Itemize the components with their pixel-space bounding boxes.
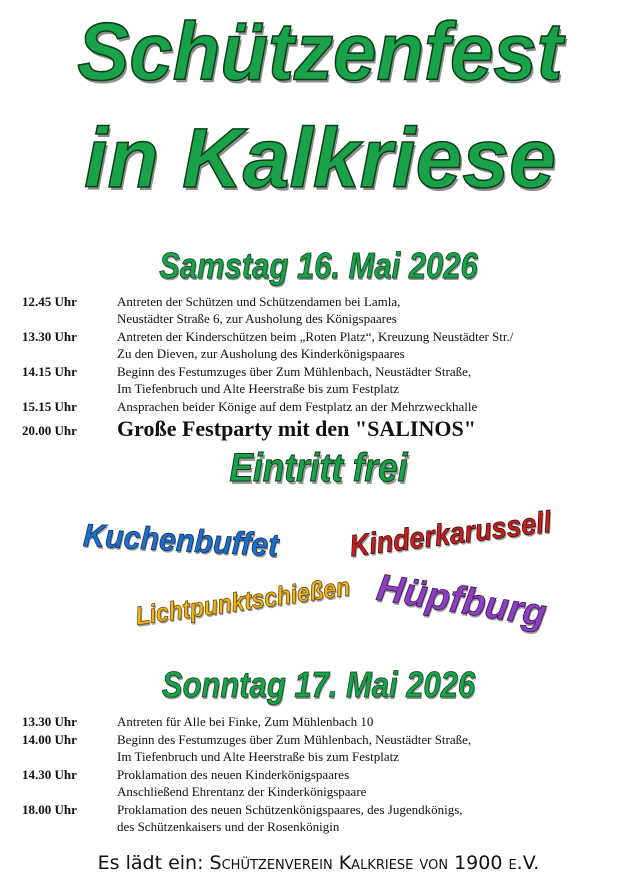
schedule-row: [22, 731, 622, 765]
schedule-row: [22, 713, 622, 730]
sunday-schedule: [22, 713, 622, 836]
schedule-time: 13.30 Uhr: [22, 714, 77, 729]
saturday-schedule: [22, 293, 622, 443]
schedule-time: 14.30 Uhr: [22, 767, 77, 782]
saturday-heading: Samstag 16. Mai 2026: [159, 245, 478, 286]
schedule-row: [22, 293, 622, 327]
schedule-time: 18.00 Uhr: [22, 802, 77, 817]
club-name: Schützenverein Kalkriese von 1900 e.V.: [209, 852, 540, 874]
schedule-row: [22, 398, 622, 415]
schedule-description: Proklamation des neuen Schützenkönigspaares, des Jugendkönigs, des Schützenkaisers und der Rosenkönigin: [117, 802, 463, 834]
schedule-row-party: [22, 416, 622, 442]
schedule-time: 15.15 Uhr: [22, 399, 77, 414]
schedule-time: 14.00 Uhr: [22, 732, 77, 747]
schedule-time: 14.15 Uhr: [22, 364, 77, 379]
footer-prefix: Es lädt ein:: [97, 852, 210, 874]
free-entry-banner: Eintritt frei: [229, 446, 408, 490]
schedule-description: Antreten der Schützen und Schützendamen bei Lamla, Neustädter Straße 6, zur Ausholung des Königspaares: [117, 294, 401, 326]
schedule-description: Proklamation des neuen Kinderkönigspaares Anschließend Ehrentanz der Kinderkönigspaare: [117, 767, 367, 799]
attraction-lichtpunktschiessen: Lichtpunktschießen: [133, 571, 352, 631]
schedule-description: Antreten für Alle bei Finke, Zum Mühlenbach 10: [117, 714, 374, 729]
schedule-description: Antreten der Kinderschützen beim „Roten Platz“, Kreuzung Neustädter Str./ Zu den Dieven, zur Ausholung des Kinderkönigspaares: [117, 329, 514, 361]
schedule-time: 12.45 Uhr: [22, 294, 77, 309]
schedule-row: [22, 801, 622, 835]
schedule-row: [22, 363, 622, 397]
party-description: Große Festparty mit den "SALINOS": [117, 416, 476, 441]
schedule-row: [22, 328, 622, 362]
attraction-kinderkarussell: Kinderkarussell: [347, 505, 554, 564]
schedule-description: Beginn des Festumzuges über Zum Mühlenbach, Neustädter Straße, Im Tiefenbruch und Alte Heerstraße bis zum Festplatz: [117, 364, 472, 396]
attraction-kuchenbuffet: Kuchenbuffet: [82, 516, 280, 564]
title-line-1: Schützenfest: [77, 4, 563, 98]
attraction-huepfburg: Hüpfburg: [373, 566, 550, 636]
sunday-heading: Sonntag 17. Mai 2026: [161, 664, 476, 705]
schedule-time: 13.30 Uhr: [22, 329, 77, 344]
schedule-description: Ansprachen beider Könige auf dem Festplatz an der Mehrzweckhalle: [117, 399, 478, 414]
schedule-description: Beginn des Festumzuges über Zum Mühlenbach, Neustädter Straße, Im Tiefenbruch und Alte Heerstraße bis zum Festplatz: [117, 732, 472, 764]
schedule-row: [22, 766, 622, 800]
invitation-footer: [0, 852, 637, 874]
title-line-2: in Kalkriese: [84, 111, 556, 205]
schedule-time: 20.00 Uhr: [22, 423, 77, 438]
